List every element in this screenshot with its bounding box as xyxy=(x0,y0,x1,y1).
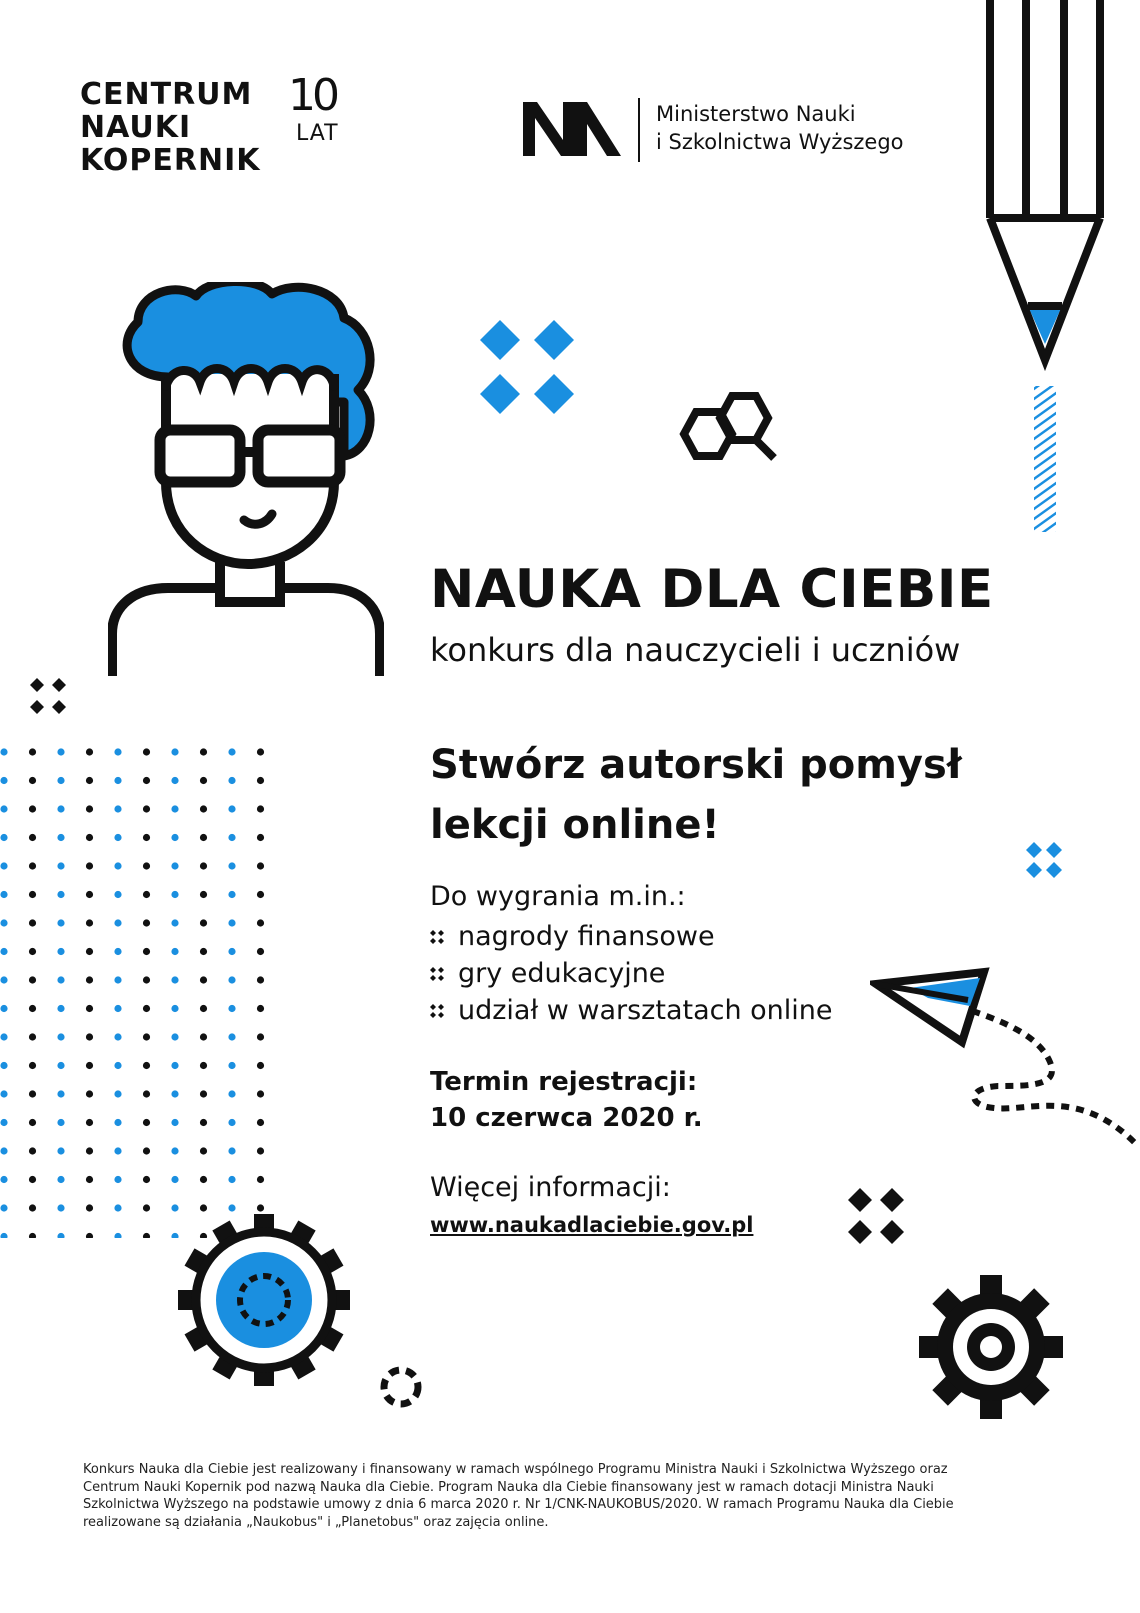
dot-grid-pattern xyxy=(0,748,270,1238)
page-title: NAUKA DLA CIEBIE xyxy=(430,559,994,620)
more-info-label: Więcej informacji: xyxy=(430,1172,671,1203)
cnk-logo-line-2: NAUKI xyxy=(80,110,192,145)
more-info xyxy=(430,1170,753,1240)
cnk-anniversary-number: 10 xyxy=(288,70,336,121)
prize-label: gry edukacyjne xyxy=(458,958,666,989)
callout-line-1: Stwórz autorski pomysł xyxy=(430,742,962,788)
prizes-section xyxy=(430,880,833,1029)
list-item xyxy=(430,992,833,1029)
ministry-name-line-2: i Szkolnictwa Wyższego xyxy=(656,130,904,154)
callout xyxy=(430,735,962,855)
ministry-logo-icon xyxy=(523,100,621,156)
footer-disclaimer xyxy=(83,1461,1073,1531)
footer-line-1: Konkurs Nauka dla Ciebie jest realizowany i finansowany w ramach wspólnego Programu Ministra Nauki i Szkolnictwa Wyższego oraz xyxy=(83,1462,948,1477)
prize-list xyxy=(430,918,833,1029)
diamond-bullet-icon xyxy=(430,1004,444,1018)
hatch-pattern-icon xyxy=(1034,386,1056,532)
small-diamond-cluster-icon xyxy=(30,678,66,714)
deadline-date: 10 czerwca 2020 r. xyxy=(430,1103,703,1133)
cnk-logo-line-3: KOPERNIK xyxy=(80,143,261,178)
small-blue-diamond-cluster-icon xyxy=(1026,842,1062,878)
page-subtitle: konkurs dla nauczycieli i uczniów xyxy=(430,631,961,669)
prize-label: udział w warsztatach online xyxy=(458,995,833,1026)
gear-icon xyxy=(176,1212,352,1388)
cnk-logo xyxy=(80,78,261,177)
prize-label: nagrody finansowe xyxy=(458,921,715,952)
pencil-icon xyxy=(982,0,1108,372)
prizes-intro: Do wygrania m.in.: xyxy=(430,881,686,912)
dashed-ring-icon xyxy=(378,1364,424,1410)
ministry-logo-text xyxy=(656,100,904,156)
ministry-logo-divider xyxy=(638,98,640,162)
diamond-cluster-icon xyxy=(480,320,574,414)
diamond-bullet-icon xyxy=(430,930,444,944)
callout-line-2: lekcji online! xyxy=(430,802,720,848)
list-item xyxy=(430,918,833,955)
black-gear-icon xyxy=(918,1274,1064,1420)
list-item xyxy=(430,955,833,992)
footer-line-3: Szkolnictwa Wyższego na podstawie umowy z dnia 6 marca 2020 r. Nr 1/CNK-NAUKOBUS/2020. W ramach Programu Nauka dla Ciebie xyxy=(83,1497,954,1512)
deadline-label: Termin rejestracji: xyxy=(430,1067,698,1097)
diamond-bullet-icon xyxy=(430,967,444,981)
paper-plane-icon xyxy=(870,966,1140,1146)
student-avatar-icon xyxy=(108,282,384,678)
cnk-anniversary-word: LAT xyxy=(296,121,339,146)
website-link[interactable]: www.naukadlaciebie.gov.pl xyxy=(430,1213,754,1237)
black-diamond-cluster-icon xyxy=(848,1188,904,1244)
hexagon-molecule-icon xyxy=(674,392,792,480)
footer-line-2: Centrum Nauki Kopernik pod nazwą Nauka dla Ciebie. Program Nauka dla Ciebie finansowany jest w ramach dotacji Ministra Nauki xyxy=(83,1479,934,1495)
registration-deadline xyxy=(430,1064,703,1136)
footer-line-4: realizowane są działania „Naukobus" i „Planetobus" oraz zajęcia online. xyxy=(83,1514,549,1530)
ministry-name-line-1: Ministerstwo Nauki xyxy=(656,102,856,126)
cnk-logo-line-1: CENTRUM xyxy=(80,77,253,112)
